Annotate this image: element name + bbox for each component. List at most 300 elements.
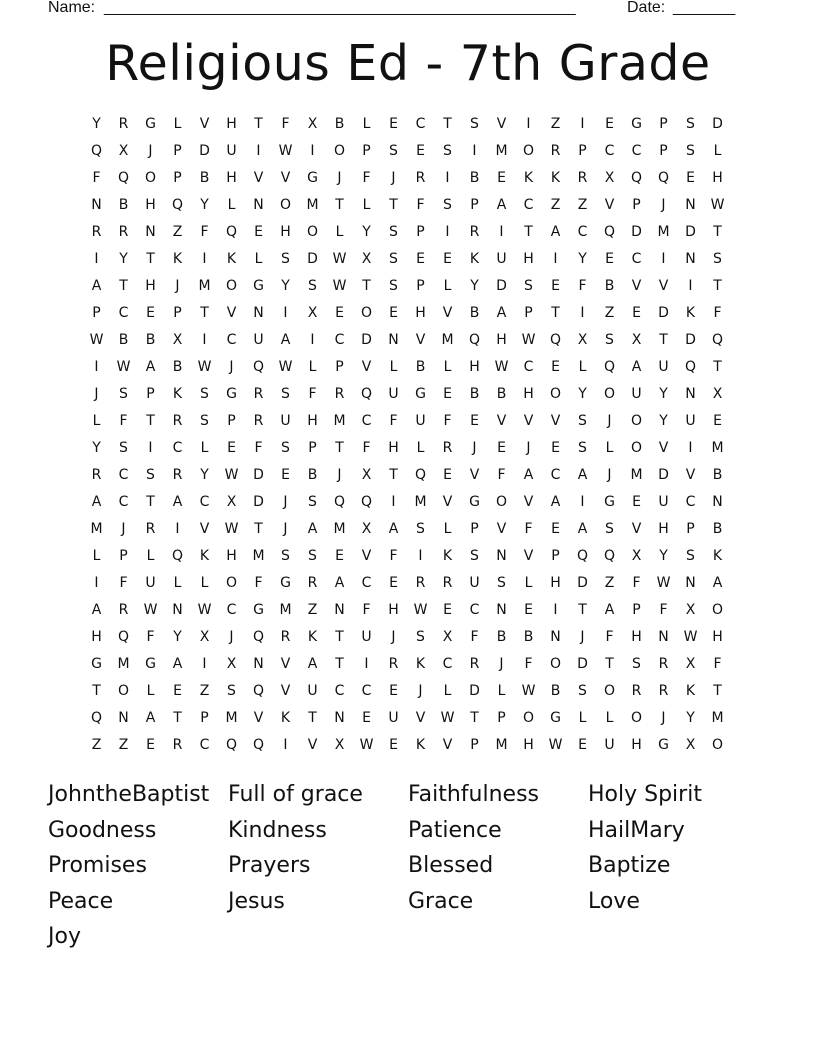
- grid-letter: Y: [281, 278, 290, 294]
- grid-letter: P: [119, 548, 128, 564]
- grid-letter: C: [172, 440, 183, 456]
- grid-letter: E: [416, 143, 425, 159]
- grid-letter: Q: [603, 224, 616, 240]
- grid-letter: F: [470, 629, 479, 645]
- word-bank-item: Faithfulness: [408, 782, 540, 807]
- grid-letter: B: [118, 197, 129, 213]
- grid-letter: X: [442, 629, 453, 645]
- grid-letter: V: [631, 278, 642, 294]
- grid-letter: E: [227, 440, 236, 456]
- grid-letter: Z: [604, 305, 615, 321]
- grid-letter: U: [658, 494, 669, 510]
- grid-letter: L: [200, 440, 209, 456]
- grid-letter: L: [443, 278, 452, 294]
- grid-letter: K: [415, 656, 426, 672]
- grid-letter: D: [307, 251, 318, 267]
- grid-letter: K: [442, 548, 453, 564]
- grid-letter: Q: [414, 467, 427, 483]
- grid-letter: F: [389, 413, 398, 429]
- grid-letter: K: [469, 251, 480, 267]
- grid-letter: F: [443, 413, 452, 429]
- grid-letter: U: [361, 629, 372, 645]
- grid-letter: M: [306, 197, 319, 213]
- grid-letter: J: [337, 467, 342, 483]
- grid-letter: Y: [470, 278, 479, 294]
- grid-letter: L: [443, 683, 452, 699]
- grid-letter: R: [118, 224, 129, 240]
- grid-letter: V: [604, 197, 615, 213]
- grid-letter: C: [577, 224, 588, 240]
- grid-letter: V: [253, 710, 264, 726]
- grid-letter: N: [172, 602, 183, 618]
- grid-letter: Z: [550, 116, 561, 132]
- grid-letter: E: [551, 521, 560, 537]
- grid-letter: S: [578, 683, 587, 699]
- grid-letter: I: [202, 656, 207, 672]
- grid-letter: P: [551, 548, 560, 564]
- grid-letter: T: [659, 332, 668, 348]
- grid-letter: Z: [307, 602, 318, 618]
- grid-letter: Y: [200, 467, 209, 483]
- grid-letter: P: [578, 143, 587, 159]
- date-label: Date:: [627, 0, 666, 16]
- grid-letter: V: [442, 737, 453, 753]
- grid-letter: G: [145, 116, 156, 132]
- grid-letter: F: [713, 656, 722, 672]
- grid-letter: F: [92, 170, 101, 186]
- grid-letter: Y: [686, 710, 695, 726]
- grid-letter: Q: [117, 629, 130, 645]
- grid-letter: O: [522, 143, 535, 159]
- grid-letter: M: [657, 224, 670, 240]
- grid-letter: M: [279, 602, 292, 618]
- grid-letter: K: [550, 170, 561, 186]
- grid-letter: R: [253, 413, 264, 429]
- grid-letter: Y: [659, 386, 668, 402]
- grid-letter: A: [631, 359, 642, 375]
- grid-letter: E: [632, 305, 641, 321]
- grid-letter: N: [685, 251, 696, 267]
- grid-letter: Q: [630, 170, 643, 186]
- grid-letter: R: [253, 386, 264, 402]
- grid-letter: O: [333, 143, 346, 159]
- grid-letter: R: [658, 683, 669, 699]
- grid-letter: W: [413, 602, 428, 618]
- grid-letter: C: [118, 467, 129, 483]
- grid-letter: D: [253, 467, 264, 483]
- grid-letter: M: [117, 656, 130, 672]
- grid-letter: W: [710, 197, 725, 213]
- grid-letter: H: [631, 629, 642, 645]
- grid-letter: I: [364, 656, 369, 672]
- grid-letter: C: [685, 494, 696, 510]
- word-bank-item: Grace: [408, 888, 474, 914]
- grid-letter: X: [172, 332, 183, 348]
- grid-letter: S: [470, 548, 479, 564]
- grid-letter: U: [280, 413, 291, 429]
- grid-letter: E: [443, 602, 452, 618]
- grid-letter: N: [91, 197, 102, 213]
- grid-letter: O: [522, 710, 535, 726]
- grid-letter: K: [685, 305, 696, 321]
- grid-letter: R: [577, 170, 588, 186]
- grid-letter: E: [443, 467, 452, 483]
- grid-letter: F: [146, 629, 155, 645]
- grid-letter: D: [658, 305, 669, 321]
- grid-letter: B: [334, 116, 345, 132]
- grid-letter: B: [199, 170, 210, 186]
- grid-letter: J: [283, 494, 288, 510]
- grid-letter: C: [415, 116, 426, 132]
- grid-letter: E: [146, 737, 155, 753]
- grid-letter: S: [227, 683, 236, 699]
- grid-letter: W: [332, 251, 347, 267]
- grid-letter: I: [202, 251, 207, 267]
- grid-letter: W: [521, 332, 536, 348]
- grid-letter: B: [469, 170, 480, 186]
- grid-letter: K: [307, 629, 318, 645]
- grid-letter: C: [118, 305, 129, 321]
- grid-letter: I: [553, 602, 558, 618]
- grid-letter: A: [550, 494, 561, 510]
- grid-letter: E: [578, 737, 587, 753]
- grid-letter: C: [631, 251, 642, 267]
- grid-letter: A: [577, 467, 588, 483]
- page-title: Religious Ed - 7th Grade: [105, 35, 711, 92]
- grid-letter: I: [661, 251, 666, 267]
- grid-letter: S: [119, 440, 128, 456]
- grid-letter: E: [686, 170, 695, 186]
- grid-letter: N: [388, 332, 399, 348]
- grid-letter: S: [578, 413, 587, 429]
- grid-letter: J: [418, 683, 423, 699]
- grid-letter: X: [307, 305, 318, 321]
- grid-letter: G: [658, 737, 669, 753]
- grid-letter: X: [712, 386, 723, 402]
- grid-letter: C: [199, 737, 210, 753]
- grid-letter: O: [630, 440, 643, 456]
- grid-letter: N: [253, 656, 264, 672]
- grid-letter: M: [711, 710, 724, 726]
- word-bank-item: Promises: [48, 853, 147, 878]
- grid-letter: Y: [92, 116, 101, 132]
- grid-letter: N: [145, 224, 156, 240]
- grid-letter: H: [523, 737, 534, 753]
- grid-letter: V: [685, 467, 696, 483]
- grid-letter: D: [631, 224, 642, 240]
- grid-letter: D: [199, 143, 210, 159]
- grid-letter: W: [494, 359, 509, 375]
- grid-letter: Q: [549, 332, 562, 348]
- grid-letter: S: [200, 386, 209, 402]
- grid-letter: S: [308, 494, 317, 510]
- grid-letter: O: [549, 656, 562, 672]
- grid-letter: R: [469, 656, 480, 672]
- grid-letter: A: [91, 278, 102, 294]
- grid-letter: Y: [92, 440, 101, 456]
- grid-letter: S: [281, 251, 290, 267]
- grid-letter: V: [496, 116, 507, 132]
- grid-letter: R: [172, 413, 183, 429]
- grid-letter: T: [389, 467, 398, 483]
- word-bank-item: Goodness: [48, 817, 157, 843]
- grid-letter: V: [631, 521, 642, 537]
- grid-letter: T: [254, 521, 263, 537]
- grid-letter: T: [335, 629, 344, 645]
- grid-letter: H: [388, 440, 399, 456]
- grid-letter: T: [713, 224, 722, 240]
- grid-letter: R: [172, 467, 183, 483]
- grid-letter: W: [332, 278, 347, 294]
- grid-letter: V: [658, 440, 669, 456]
- grid-letter: L: [92, 413, 101, 429]
- grid-letter: I: [283, 737, 288, 753]
- grid-letter: E: [497, 440, 506, 456]
- word-bank-item: Holy Spirit: [588, 782, 702, 807]
- grid-letter: L: [578, 710, 587, 726]
- grid-letter: T: [362, 278, 371, 294]
- grid-letter: W: [656, 575, 671, 591]
- grid-letter: C: [226, 602, 237, 618]
- grid-letter: A: [388, 521, 399, 537]
- grid-letter: V: [415, 710, 426, 726]
- word-bank-item: Jesus: [228, 888, 285, 914]
- grid-letter: O: [495, 494, 508, 510]
- grid-letter: M: [414, 494, 427, 510]
- grid-letter: Z: [118, 737, 129, 753]
- grid-letter: I: [202, 332, 207, 348]
- grid-letter: Q: [711, 332, 724, 348]
- grid-letter: Y: [119, 251, 128, 267]
- grid-letter: P: [173, 143, 182, 159]
- word-bank-item: Kindness: [228, 817, 327, 843]
- grid-letter: S: [632, 656, 641, 672]
- grid-letter: H: [91, 629, 102, 645]
- grid-letter: V: [280, 656, 291, 672]
- grid-letter: F: [416, 197, 425, 213]
- grid-letter: M: [711, 440, 724, 456]
- grid-letter: P: [497, 710, 506, 726]
- grid-letter: I: [580, 116, 585, 132]
- grid-letter: O: [225, 278, 238, 294]
- grid-letter: Z: [199, 683, 210, 699]
- grid-letter: N: [685, 197, 696, 213]
- grid-letter: P: [470, 737, 479, 753]
- grid-letter: L: [389, 359, 398, 375]
- grid-letter: X: [226, 494, 237, 510]
- grid-letter: L: [578, 359, 587, 375]
- grid-letter: J: [229, 629, 234, 645]
- grid-letter: V: [361, 548, 372, 564]
- grid-letter: D: [361, 332, 372, 348]
- grid-letter: P: [227, 413, 236, 429]
- word-bank-item: Full of grace: [228, 782, 363, 807]
- grid-letter: H: [496, 332, 507, 348]
- grid-letter: T: [713, 278, 722, 294]
- grid-letter: L: [173, 116, 182, 132]
- grid-letter: D: [469, 683, 480, 699]
- grid-letter: D: [685, 224, 696, 240]
- grid-letter: D: [658, 467, 669, 483]
- grid-letter: D: [253, 494, 264, 510]
- grid-letter: Z: [91, 737, 102, 753]
- grid-letter: L: [416, 440, 425, 456]
- grid-letter: A: [280, 332, 291, 348]
- grid-letter: B: [469, 386, 480, 402]
- grid-letter: H: [523, 386, 534, 402]
- grid-letter: H: [469, 359, 480, 375]
- grid-letter: T: [254, 116, 263, 132]
- grid-letter: T: [551, 305, 560, 321]
- grid-letter: M: [495, 737, 508, 753]
- grid-letter: T: [119, 278, 128, 294]
- grid-letter: R: [145, 521, 156, 537]
- grid-letter: P: [335, 359, 344, 375]
- grid-letter: C: [550, 467, 561, 483]
- grid-letter: Z: [577, 197, 588, 213]
- grid-letter: F: [605, 629, 614, 645]
- grid-letter: V: [199, 521, 210, 537]
- grid-letter: S: [119, 386, 128, 402]
- grid-letter: O: [711, 737, 724, 753]
- grid-letter: R: [334, 386, 345, 402]
- grid-letter: V: [199, 116, 210, 132]
- grid-letter: U: [469, 575, 480, 591]
- grid-letter: R: [415, 575, 426, 591]
- grid-letter: R: [91, 224, 102, 240]
- grid-letter: I: [445, 224, 450, 240]
- grid-letter: F: [200, 224, 209, 240]
- grid-letter: S: [605, 332, 614, 348]
- grid-letter: H: [631, 737, 642, 753]
- grid-letter: I: [445, 170, 450, 186]
- grid-letter: V: [658, 278, 669, 294]
- grid-letter: S: [686, 116, 695, 132]
- grid-letter: P: [416, 224, 425, 240]
- grid-letter: L: [227, 197, 236, 213]
- grid-letter: I: [418, 548, 423, 564]
- grid-letter: R: [658, 656, 669, 672]
- grid-letter: X: [307, 116, 318, 132]
- grid-letter: R: [91, 467, 102, 483]
- grid-letter: U: [226, 143, 237, 159]
- grid-letter: R: [469, 224, 480, 240]
- grid-letter: F: [632, 575, 641, 591]
- grid-letter: X: [577, 332, 588, 348]
- grid-letter: M: [441, 332, 454, 348]
- grid-letter: O: [144, 170, 157, 186]
- grid-letter: V: [523, 494, 534, 510]
- grid-letter: Y: [659, 413, 668, 429]
- grid-letter: R: [118, 602, 129, 618]
- grid-letter: G: [550, 710, 561, 726]
- grid-letter: W: [278, 143, 293, 159]
- grid-letter: J: [148, 143, 153, 159]
- grid-letter: Q: [252, 683, 265, 699]
- grid-letter: Q: [360, 494, 373, 510]
- grid-letter: X: [631, 548, 642, 564]
- grid-letter: C: [334, 332, 345, 348]
- grid-letter: R: [442, 440, 453, 456]
- grid-letter: C: [604, 143, 615, 159]
- grid-letter: S: [281, 386, 290, 402]
- grid-letter: F: [254, 440, 263, 456]
- grid-letter: E: [335, 548, 344, 564]
- grid-letter: J: [661, 197, 666, 213]
- grid-letter: I: [310, 143, 315, 159]
- grid-letter: Q: [252, 359, 265, 375]
- grid-letter: S: [443, 143, 452, 159]
- grid-letter: P: [416, 278, 425, 294]
- grid-letter: X: [685, 656, 696, 672]
- grid-letter: K: [226, 251, 237, 267]
- grid-letter: Q: [252, 629, 265, 645]
- grid-letter: A: [577, 521, 588, 537]
- grid-letter: A: [523, 467, 534, 483]
- grid-letter: I: [391, 494, 396, 510]
- grid-letter: S: [686, 548, 695, 564]
- grid-letter: S: [308, 548, 317, 564]
- grid-letter: V: [442, 305, 453, 321]
- grid-letter: C: [361, 683, 372, 699]
- grid-letter: T: [443, 116, 452, 132]
- grid-letter: B: [145, 332, 156, 348]
- grid-letter: N: [118, 710, 129, 726]
- grid-letter: S: [389, 251, 398, 267]
- grid-letter: A: [307, 521, 318, 537]
- grid-letter: F: [713, 305, 722, 321]
- grid-letter: K: [415, 737, 426, 753]
- name-blank-line: _____________________________________________________: [104, 0, 576, 16]
- grid-letter: F: [659, 602, 668, 618]
- grid-letter: T: [146, 251, 155, 267]
- grid-letter: I: [472, 143, 477, 159]
- grid-letter: X: [226, 656, 237, 672]
- grid-letter: K: [523, 170, 534, 186]
- grid-letter: H: [280, 224, 291, 240]
- grid-letter: I: [94, 359, 99, 375]
- grid-letter: F: [281, 116, 290, 132]
- grid-letter: B: [712, 521, 723, 537]
- grid-letter: G: [280, 575, 291, 591]
- grid-letter: C: [523, 197, 534, 213]
- word-bank-item: JohntheBaptist: [48, 782, 210, 807]
- grid-letter: J: [499, 656, 504, 672]
- grid-letter: L: [605, 440, 614, 456]
- grid-letter: E: [416, 251, 425, 267]
- grid-letter: E: [389, 116, 398, 132]
- name-label: Name:: [48, 0, 96, 16]
- grid-letter: Q: [90, 143, 103, 159]
- grid-letter: P: [173, 305, 182, 321]
- grid-letter: H: [307, 413, 318, 429]
- grid-letter: O: [279, 197, 292, 213]
- grid-letter: Y: [578, 386, 587, 402]
- grid-letter: I: [580, 494, 585, 510]
- word-bank: [48, 778, 768, 956]
- grid-letter: A: [307, 656, 318, 672]
- grid-letter: S: [443, 197, 452, 213]
- word-bank-item: HailMary: [588, 817, 685, 843]
- grid-letter: I: [94, 575, 99, 591]
- grid-letter: L: [308, 359, 317, 375]
- grid-letter: J: [229, 359, 234, 375]
- grid-letter: N: [253, 197, 264, 213]
- grid-letter: T: [173, 710, 182, 726]
- grid-letter: L: [92, 548, 101, 564]
- grid-letter: I: [256, 143, 261, 159]
- grid-letter: M: [630, 467, 643, 483]
